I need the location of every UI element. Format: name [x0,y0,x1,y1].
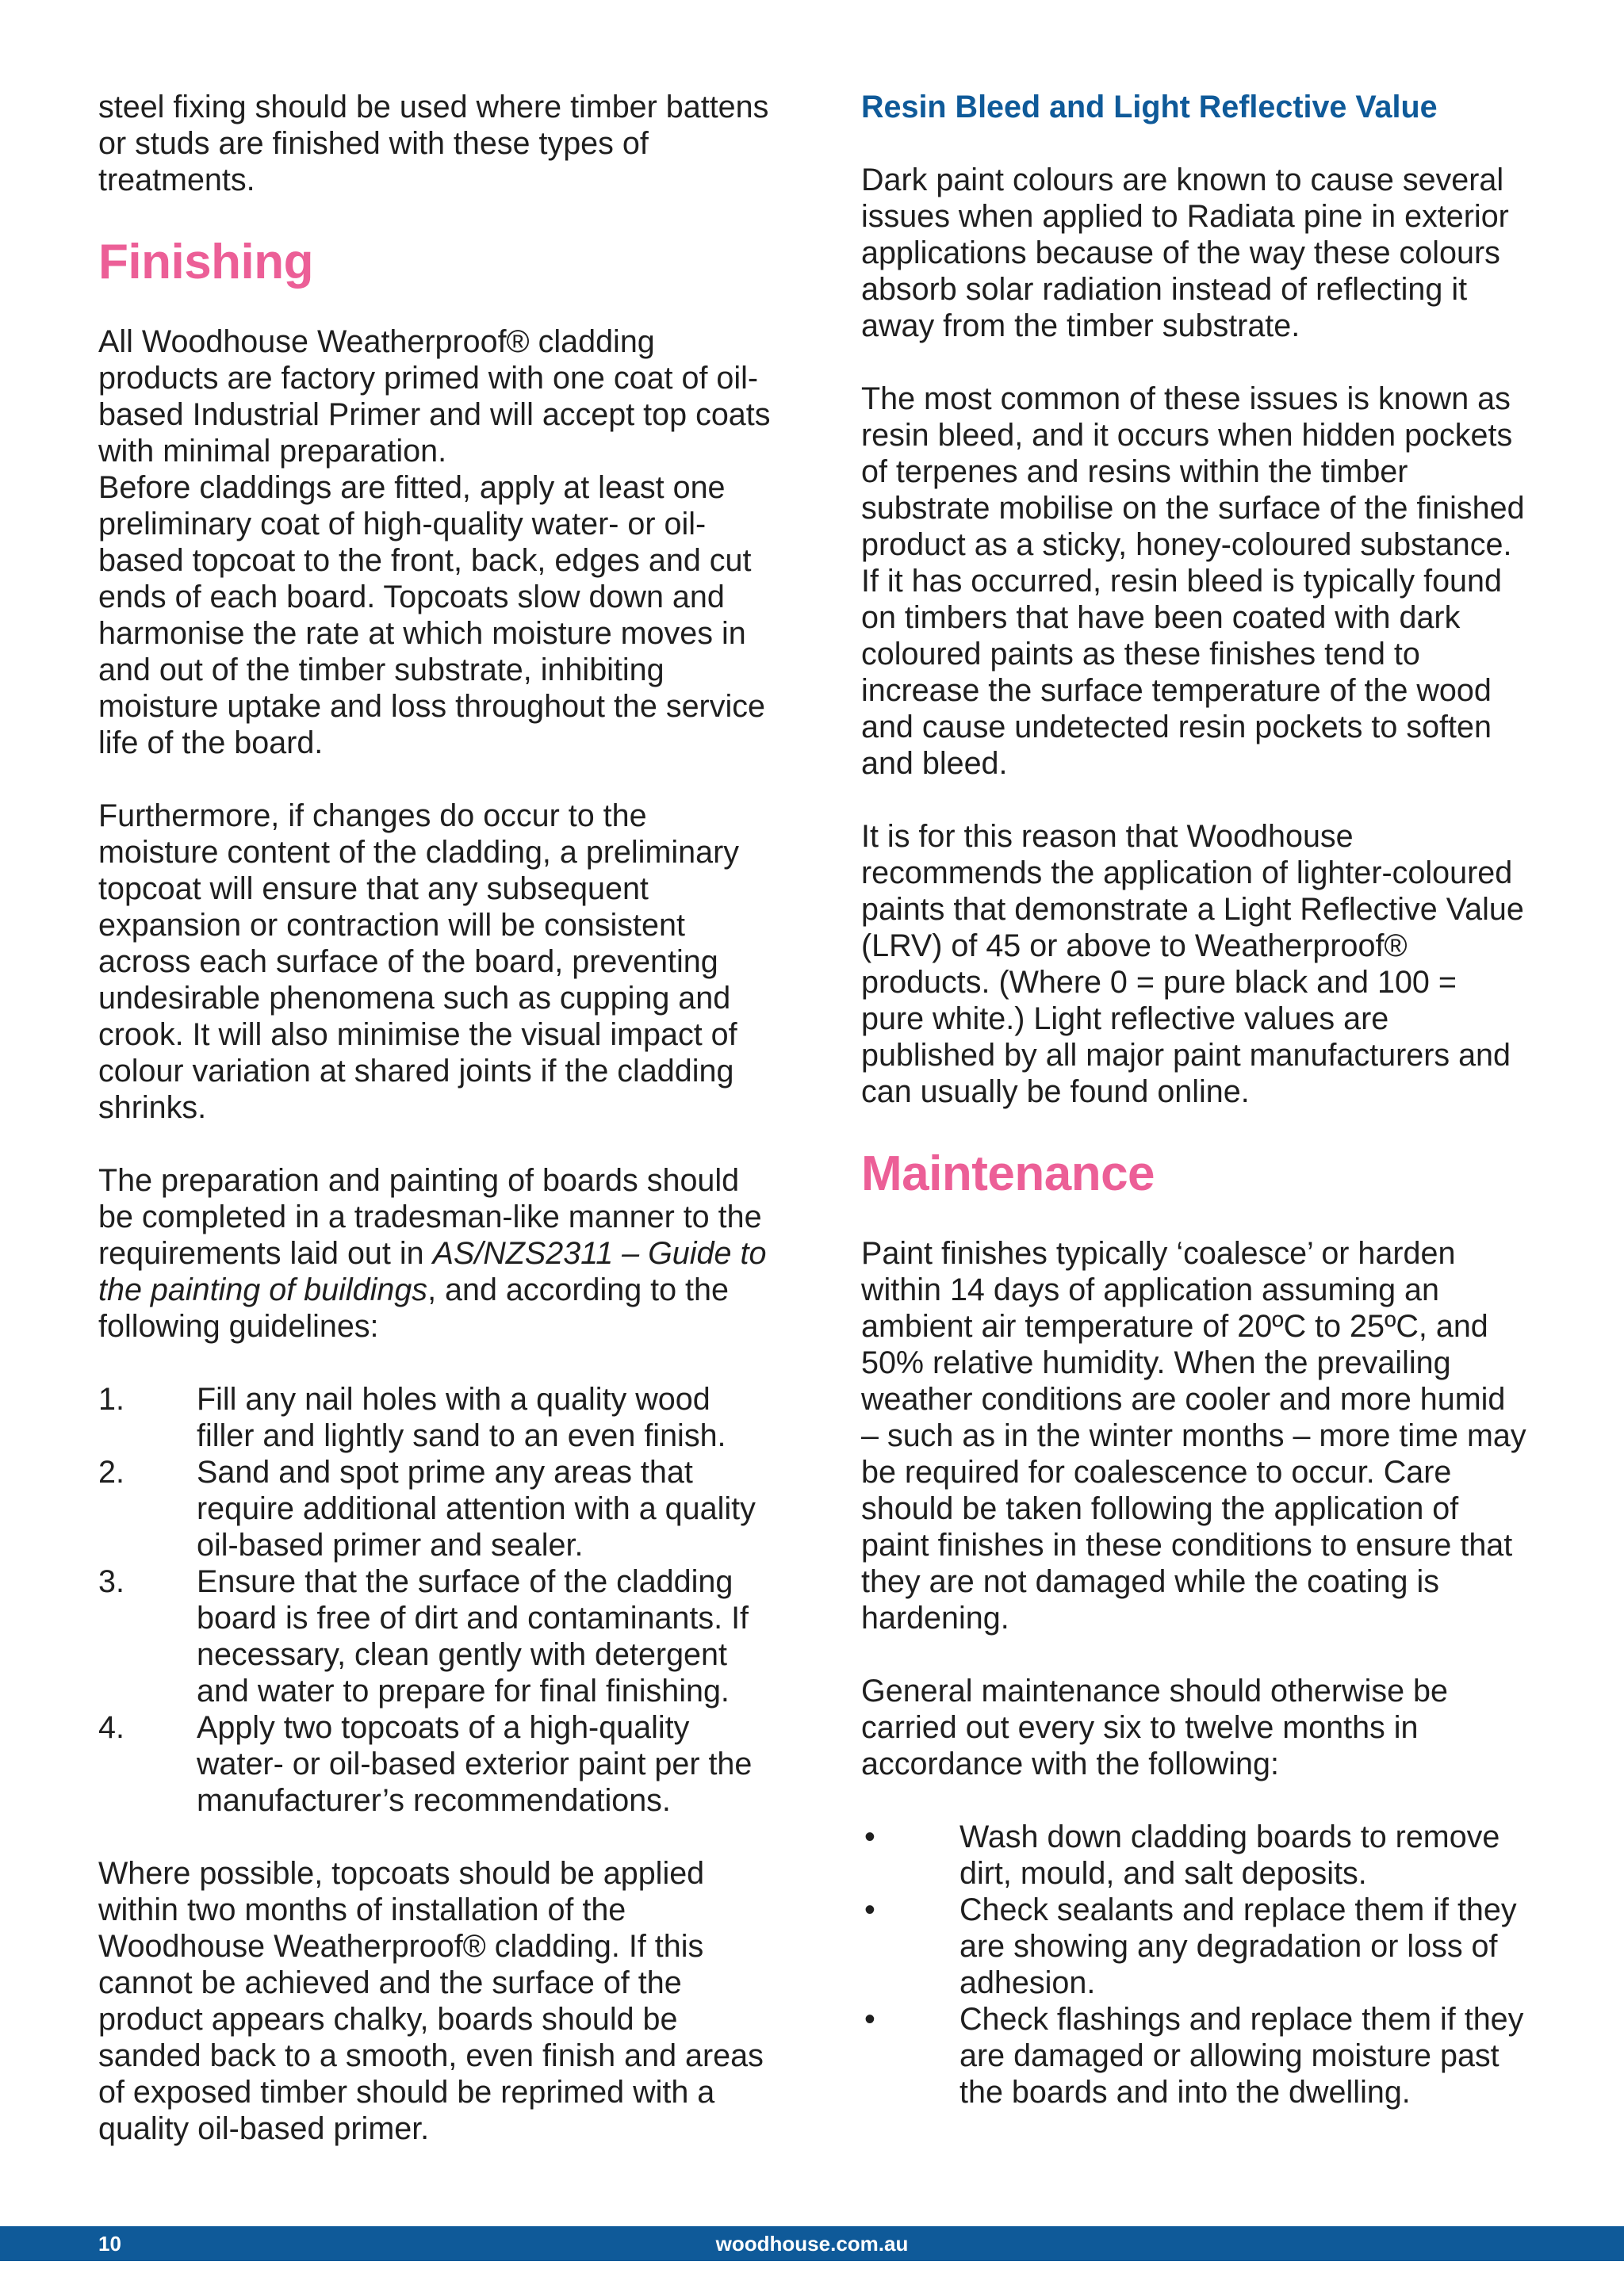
guidelines-list [98,1381,772,1819]
list-number: 1. [98,1382,124,1417]
maintenance-list [861,1819,1527,2110]
resin-paragraph-2: The most common of these issues is known as resin bleed, and it occurs when hidden pockets of terpenes and resins within the timber substrate mobilise on the surface of the finished product as a sticky, honey-coloured substance. If it has occurred, resin bleed is typically found on timbers that have been coated with dark coloured paints as these finishes tend to increase the surface temperature of the wood and cause undetected resin pockets to soften and bleed. [861,381,1525,781]
finishing-heading: Finishing [98,235,314,289]
bullet-icon: • [864,1892,875,1927]
finishing-paragraph-2: Before claddings are fitted, apply at least one preliminary coat of high-quality water- or oil-based topcoat to the front, back, edges and cut ends of each board. Topcoats slow down and harmonise the rate at which moisture moves in and out of the timber substrate, inhibiting moisture uptake and loss throughout the service life of the board. [98,470,765,760]
finishing-paragraph-5: Where possible, topcoats should be applied within two months of installation of the Woodhouse Weatherproof® cladding. If this cannot be achieved and the surface of the product appears chalky, boards should be sanded back to a smooth, even finish and areas of exposed timber should be reprimed with a quality oil-based primer. [98,1856,764,2146]
list-item-text: Ensure that the surface of the cladding board is free of dirt and contaminants. If necessary, clean gently with detergent and water to prepare for final finishing. [197,1564,749,1709]
list-item-text: Sand and spot prime any areas that require additional attention with a quality oil-based primer and sealer. [197,1455,756,1563]
website-link[interactable]: woodhouse.com.au [715,2232,909,2256]
left-column [98,89,772,2183]
list-number: 4. [98,1710,124,1745]
finishing-paragraph-1: All Woodhouse Weatherproof® cladding products are factory primed with one coat of oil-based Industrial Primer and will accept top coats with minimal preparation. [98,324,771,469]
list-item [98,1563,772,1709]
list-item [861,1892,1527,2001]
paragraph-4-start: The preparation and painting of boards should be completed in a tradesman-like manner to the requirements laid out in [98,1163,762,1271]
list-item [861,2001,1527,2110]
list-number: 3. [98,1564,124,1599]
maintenance-heading: Maintenance [861,1146,1155,1201]
maintenance-paragraph-1: Paint finishes typically ‘coalesce’ or harden within 14 days of application assuming an ambient air temperature of 20ºC to 25ºC, and 50% relative humidity. When the prevailing weather conditions are cooler and more humid – such as in the winter months – more time may be required for coalescence to occur. Care should be taken following the application of paint finishes in these conditions to ensure that they are not damaged while the coating is hardening. [861,1236,1526,1636]
list-item-text: Fill any nail holes with a quality wood filler and lightly sand to an even finish. [197,1382,726,1453]
list-number: 2. [98,1455,124,1490]
list-item [98,1454,772,1563]
page-number: 10 [98,2232,121,2256]
list-item-text: Apply two topcoats of a high-quality water- or oil-based exterior paint per the manufacturer’s recommendations. [197,1710,753,1818]
list-item-text: Wash down cladding boards to remove dirt, mould, and salt deposits. [959,1820,1500,1891]
maintenance-paragraph-2: General maintenance should otherwise be carried out every six to twelve months in accordance with the following: [861,1674,1448,1781]
standard-reference: AS/NZS2311 – Guide to the painting of buildings [98,1236,767,1307]
resin-bleed-heading: Resin Bleed and Light Reflective Value [861,90,1438,124]
list-item-text: Check sealants and replace them if they are showing any degradation or loss of adhesion. [959,1892,1517,2000]
list-item [98,1381,772,1454]
resin-paragraph-1: Dark paint colours are known to cause several issues when applied to Radiata pine in exterior applications because of the way these colours absorb solar radiation instead of reflecting it away from the timber substrate. [861,163,1509,343]
bullet-icon: • [864,2002,875,2037]
right-column [861,89,1527,2147]
bullet-icon: • [864,1820,875,1854]
resin-paragraph-3: It is for this reason that Woodhouse recommends the application of lighter-coloured paints that demonstrate a Light Reflective Value (LRV) of 45 or above to Weatherproof® products. (Where 0 = pure black and 100 = pure white.) Light reflective values are published by all major paint manufacturers and can usually be found online. [861,819,1524,1109]
list-item [861,1819,1527,1892]
finishing-paragraph-3: Furthermore, if changes do occur to the moisture content of the cladding, a preliminary topcoat will ensure that any subsequent expansion or contraction will be consistent across each surface of the board, preventing undesirable phenomena such as cupping and crook. It will also minimise the visual impact of colour variation at shared joints if the cladding shrinks. [98,798,739,1125]
footer-bar [0,2226,1624,2261]
finishing-paragraph-4 [98,1162,772,1345]
list-item [98,1709,772,1819]
paragraph-4-end: , and according to the following guidelines: [98,1272,729,1344]
list-item-text: Check flashings and replace them if they are damaged or allowing moisture past the boards and into the dwelling. [959,2002,1524,2110]
intro-paragraph: steel fixing should be used where timber battens or studs are finished with these types of treatments. [98,90,769,197]
